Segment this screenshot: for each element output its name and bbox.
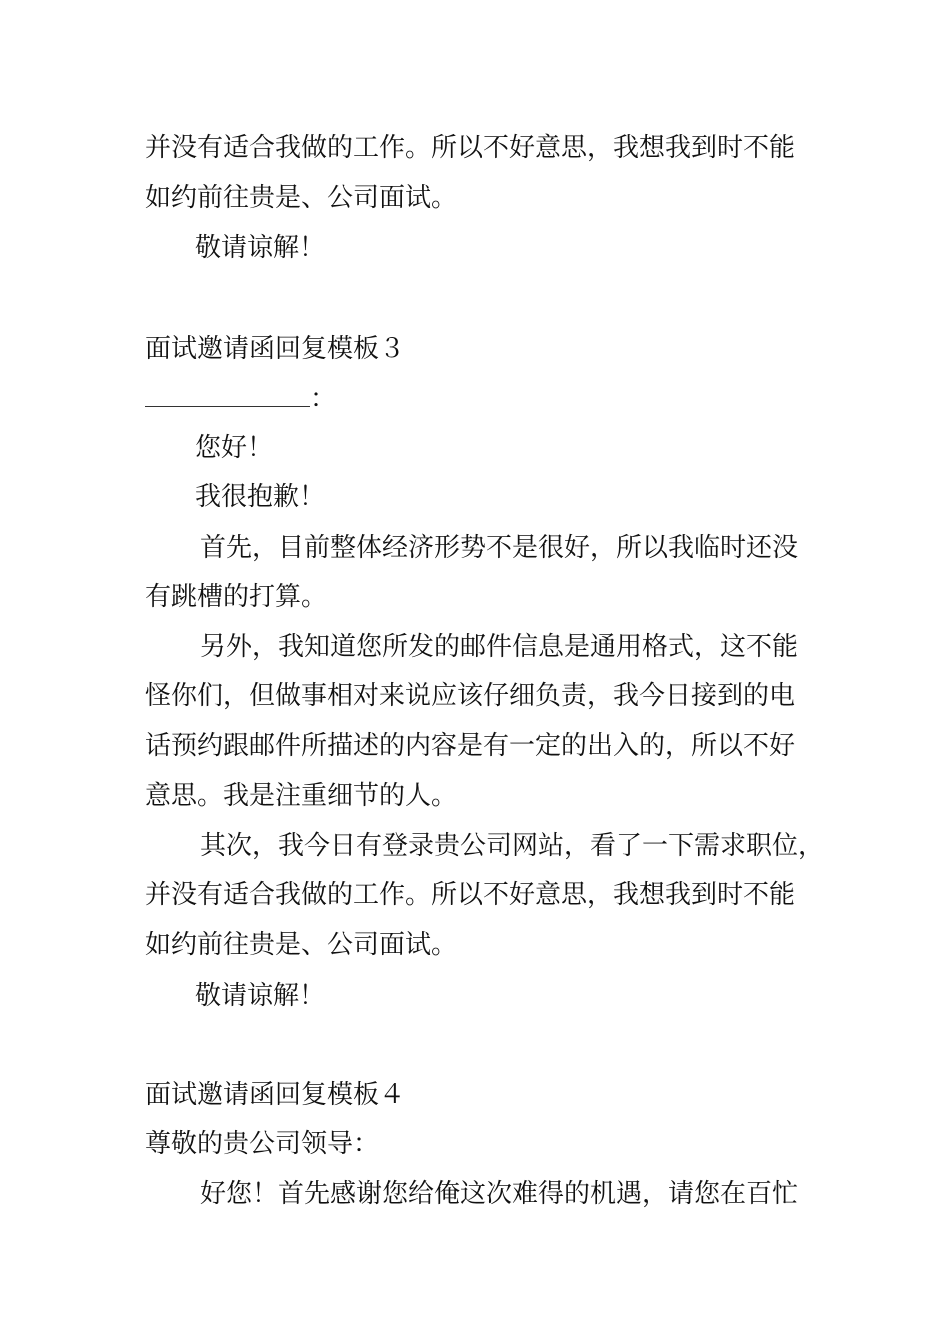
- paragraph-line: 如约前往贵是、公司面试。: [145, 183, 458, 213]
- closing-line: 敬请谅解！: [195, 981, 326, 1011]
- paragraph-line: 好您！首先感谢您给俺这次难得的机遇，请您在百忙: [200, 1179, 799, 1209]
- paragraph-line: 其次，我今日有登录贵公司网站，看了一下需求职位，: [200, 831, 825, 861]
- paragraph-line: 首先，目前整体经济形势不是很好，所以我临时还没: [200, 533, 799, 563]
- paragraph-line: 怪你们，但做事相对来说应该仔细负责，我今日接到的电: [145, 681, 796, 711]
- paragraph-line: 并没有适合我做的工作。所以不好意思，我想我到时不能: [145, 880, 796, 910]
- salutation-line: 尊敬的贵公司领导：: [145, 1129, 380, 1159]
- salutation-blank: [145, 384, 310, 407]
- closing-line: 敬请谅解！: [195, 233, 326, 263]
- paragraph-line: 如约前往贵是、公司面试。: [145, 930, 458, 960]
- paragraph-line: 并没有适合我做的工作。所以不好意思，我想我到时不能: [145, 133, 796, 163]
- salutation-colon: ：: [310, 384, 337, 414]
- section-title: 面试邀请函回复模板３: [145, 334, 406, 364]
- paragraph-line: 另外，我知道您所发的邮件信息是通用格式，这不能: [200, 632, 799, 662]
- greeting-line: 您好！: [195, 433, 274, 463]
- paragraph-line: 话预约跟邮件所描述的内容是有一定的出入的，所以不好: [145, 731, 796, 761]
- paragraph-line: 有跳槽的打算。: [145, 582, 328, 612]
- paragraph-line: 意思。我是注重细节的人。: [145, 781, 458, 811]
- apology-line: 我很抱歉！: [195, 482, 326, 512]
- salutation-line: [145, 382, 336, 416]
- section-title: 面试邀请函回复模板４: [145, 1080, 406, 1110]
